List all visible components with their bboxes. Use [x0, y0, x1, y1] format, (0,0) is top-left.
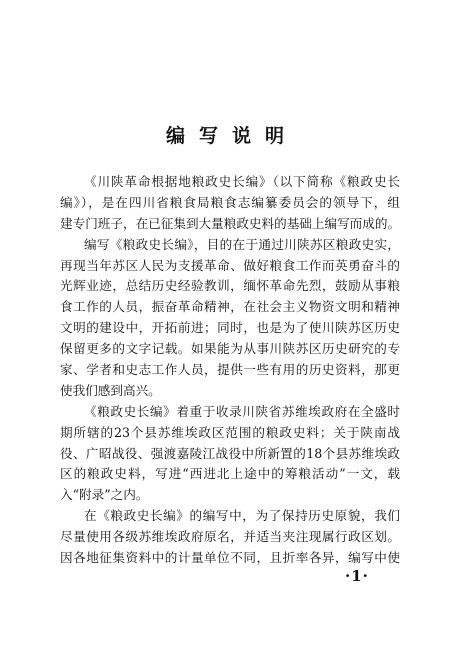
text-line: 在《粮政史长编》的编写中，为了保持历史原貌，我们 [84, 508, 400, 524]
text-line: 光辉业迹，总结历史经验教训，缅怀革命先烈，鼓励从事粮 [60, 278, 400, 294]
text-line: 《粮政史长编》着重于收录川陕省苏维埃政府在全盛时 [84, 403, 400, 419]
text-line: 区的粮政史料，写进“西进北上途中的筹粮活动”一文，载 [60, 466, 400, 482]
text-line: 编写《粮政史长编》，目的在于通过川陕苏区粮政史实， [84, 236, 400, 252]
text-line: 入“附录”之内。 [60, 487, 149, 503]
text-line: 家、学者和史志工作人员，提供一些有用的历史资料，那更 [60, 362, 400, 378]
text-line: 期所辖的23个县苏维埃政区范围的粮政史料；关于陕南战 [60, 424, 400, 440]
page-number: ·1· [345, 567, 369, 585]
text-line: 文明的建设中，开拓前进；同时，也是为了使川陕苏区历史 [60, 320, 400, 336]
text-line: 编》），是在四川省粮食局粮食志编纂委员会的领导下，组 [60, 194, 400, 210]
text-line: 保留更多的文字记载。如果能为从事川陕苏区历史研究的专 [60, 341, 400, 357]
text-line: 役、广昭战役、强渡嘉陵江战役中所新置的18个县苏维埃政 [60, 445, 400, 461]
text-line: 尽量使用各级苏维埃政府原名，并适当夹注现属行政区划。 [60, 529, 400, 545]
text-line: 《川陕革命根据地粮政史长编》（以下简称《粮政史长 [84, 174, 400, 189]
text-line: 食工作的人员，振奋革命精神，在社会主义物资文明和精神 [60, 299, 400, 315]
text-line: 再现当年苏区人民为支援革命、做好粮食工作而英勇奋斗的 [60, 257, 400, 273]
text-line: 建专门班子，在已征集到大量粮政史料的基础上编写而成的。 [60, 215, 401, 231]
text-line: 使我们感到高兴。 [60, 382, 161, 398]
body-text [60, 172, 400, 569]
text-line: 因各地征集资料中的计量单位不同，且折率各异，编写中使 [60, 550, 400, 566]
page-title: 编写说明 [165, 125, 298, 147]
